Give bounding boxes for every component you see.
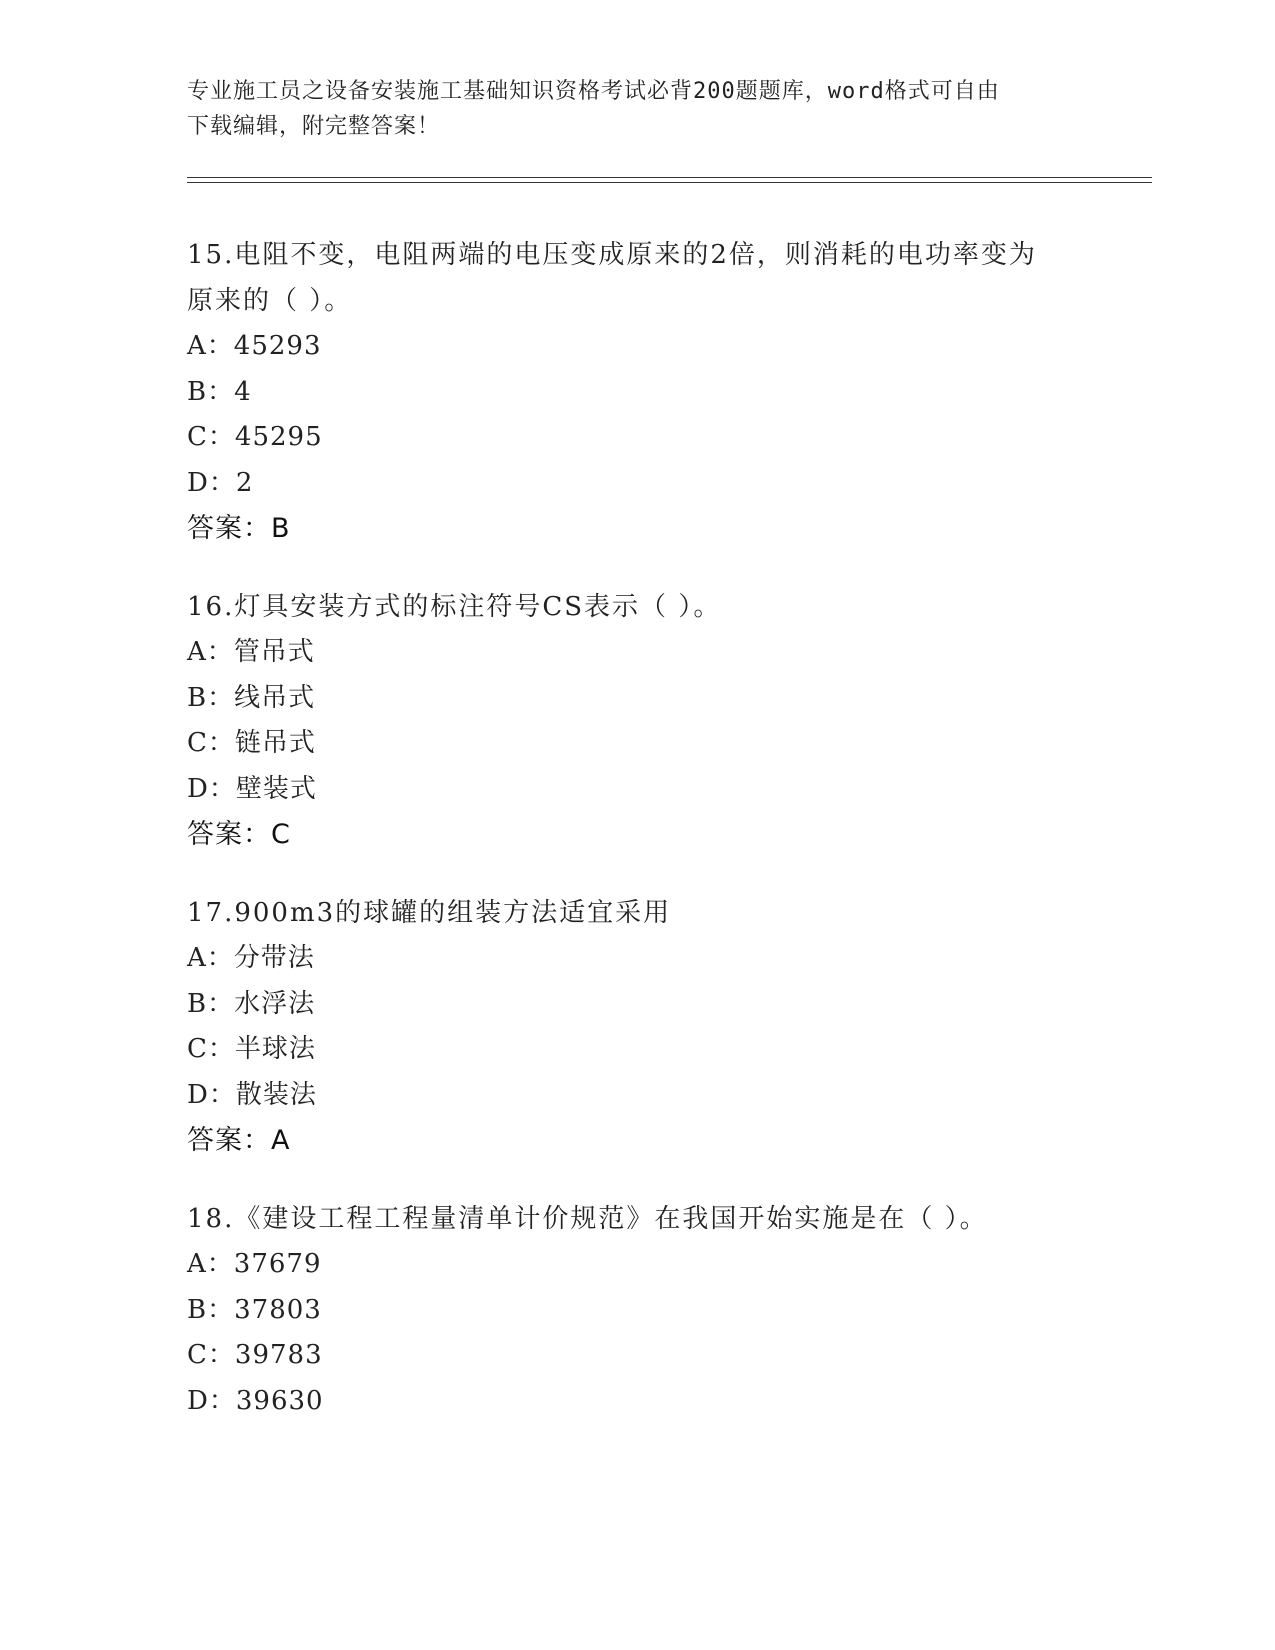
option-text: 2 — [235, 467, 254, 498]
question-15 — [187, 232, 1087, 552]
option-label: C： — [187, 422, 235, 452]
option-c — [187, 1333, 1087, 1379]
header-divider-top — [187, 177, 1152, 178]
question-stem-line-1: 18.《建设工程工程量清单计价规范》在我国开始实施是在（ ）。 — [187, 1204, 988, 1234]
question-16 — [187, 584, 1087, 858]
option-c — [187, 721, 1087, 767]
option-a — [187, 936, 1087, 982]
option-text: 39630 — [235, 1385, 324, 1416]
option-label: B： — [187, 682, 235, 713]
option-b — [187, 1288, 1087, 1334]
option-text: 37679 — [233, 1249, 322, 1279]
option-label: C： — [187, 728, 235, 758]
option-a — [187, 1242, 1087, 1288]
option-label: B： — [187, 988, 235, 1019]
option-label: D： — [187, 1079, 236, 1110]
option-text: 45295 — [234, 422, 323, 452]
option-label: D： — [187, 773, 236, 804]
option-text: 链吊式 — [234, 728, 316, 758]
question-stem-line-1: 17.900m3的球罐的组装方法适宜采用 — [187, 898, 672, 928]
option-text: 线吊式 — [234, 682, 316, 713]
option-a — [187, 630, 1087, 676]
option-label: A： — [187, 1249, 234, 1279]
option-text: 管吊式 — [233, 637, 315, 667]
option-d — [187, 1073, 1087, 1119]
question-stem-line-1: 16.灯具安装方式的标注符号CS表示（ ）。 — [187, 592, 722, 622]
question-stem-line-1: 15.电阻不变，电阻两端的电压变成原来的2倍，则消耗的电功率变为 — [187, 240, 1037, 270]
option-text: 水浮法 — [234, 988, 316, 1019]
question-18 — [187, 1196, 1087, 1424]
option-text: 半球法 — [234, 1034, 316, 1064]
question-17 — [187, 890, 1087, 1164]
option-c — [187, 415, 1087, 461]
option-text: 散装法 — [235, 1079, 317, 1110]
option-c — [187, 1027, 1087, 1073]
option-label: A： — [187, 637, 234, 667]
option-d — [187, 461, 1087, 507]
answer-line: 答案：C — [187, 819, 291, 850]
option-d — [187, 1379, 1087, 1425]
option-b — [187, 370, 1087, 416]
header-title-line-1: 专业施工员之设备安装施工基础知识资格考试必背200题题库，word格式可自由 — [187, 79, 1000, 104]
question-stem-line-2: 原来的（ ）。 — [187, 286, 353, 316]
answer-line: 答案：B — [187, 513, 291, 544]
option-b — [187, 982, 1087, 1028]
option-label: B： — [187, 376, 235, 407]
option-label: D： — [187, 1385, 236, 1416]
option-label: C： — [187, 1340, 235, 1370]
option-text: 37803 — [234, 1294, 322, 1325]
answer-line: 答案：A — [187, 1125, 291, 1156]
option-text: 4 — [234, 376, 252, 407]
option-a — [187, 324, 1087, 370]
option-text: 39783 — [234, 1340, 323, 1370]
option-label: A： — [187, 331, 234, 361]
header-divider-bottom — [187, 182, 1152, 183]
question-list — [187, 232, 1087, 1456]
option-label: C： — [187, 1034, 235, 1064]
header-title-line-2: 下载编辑，附完整答案！ — [187, 114, 441, 139]
option-label: A： — [187, 943, 234, 973]
option-d — [187, 767, 1087, 813]
document-header — [187, 74, 1087, 144]
option-label: B： — [187, 1294, 235, 1325]
option-label: D： — [187, 467, 236, 498]
option-text: 壁装式 — [235, 773, 317, 804]
option-text: 分带法 — [233, 943, 315, 973]
option-b — [187, 676, 1087, 722]
option-text: 45293 — [233, 331, 322, 361]
